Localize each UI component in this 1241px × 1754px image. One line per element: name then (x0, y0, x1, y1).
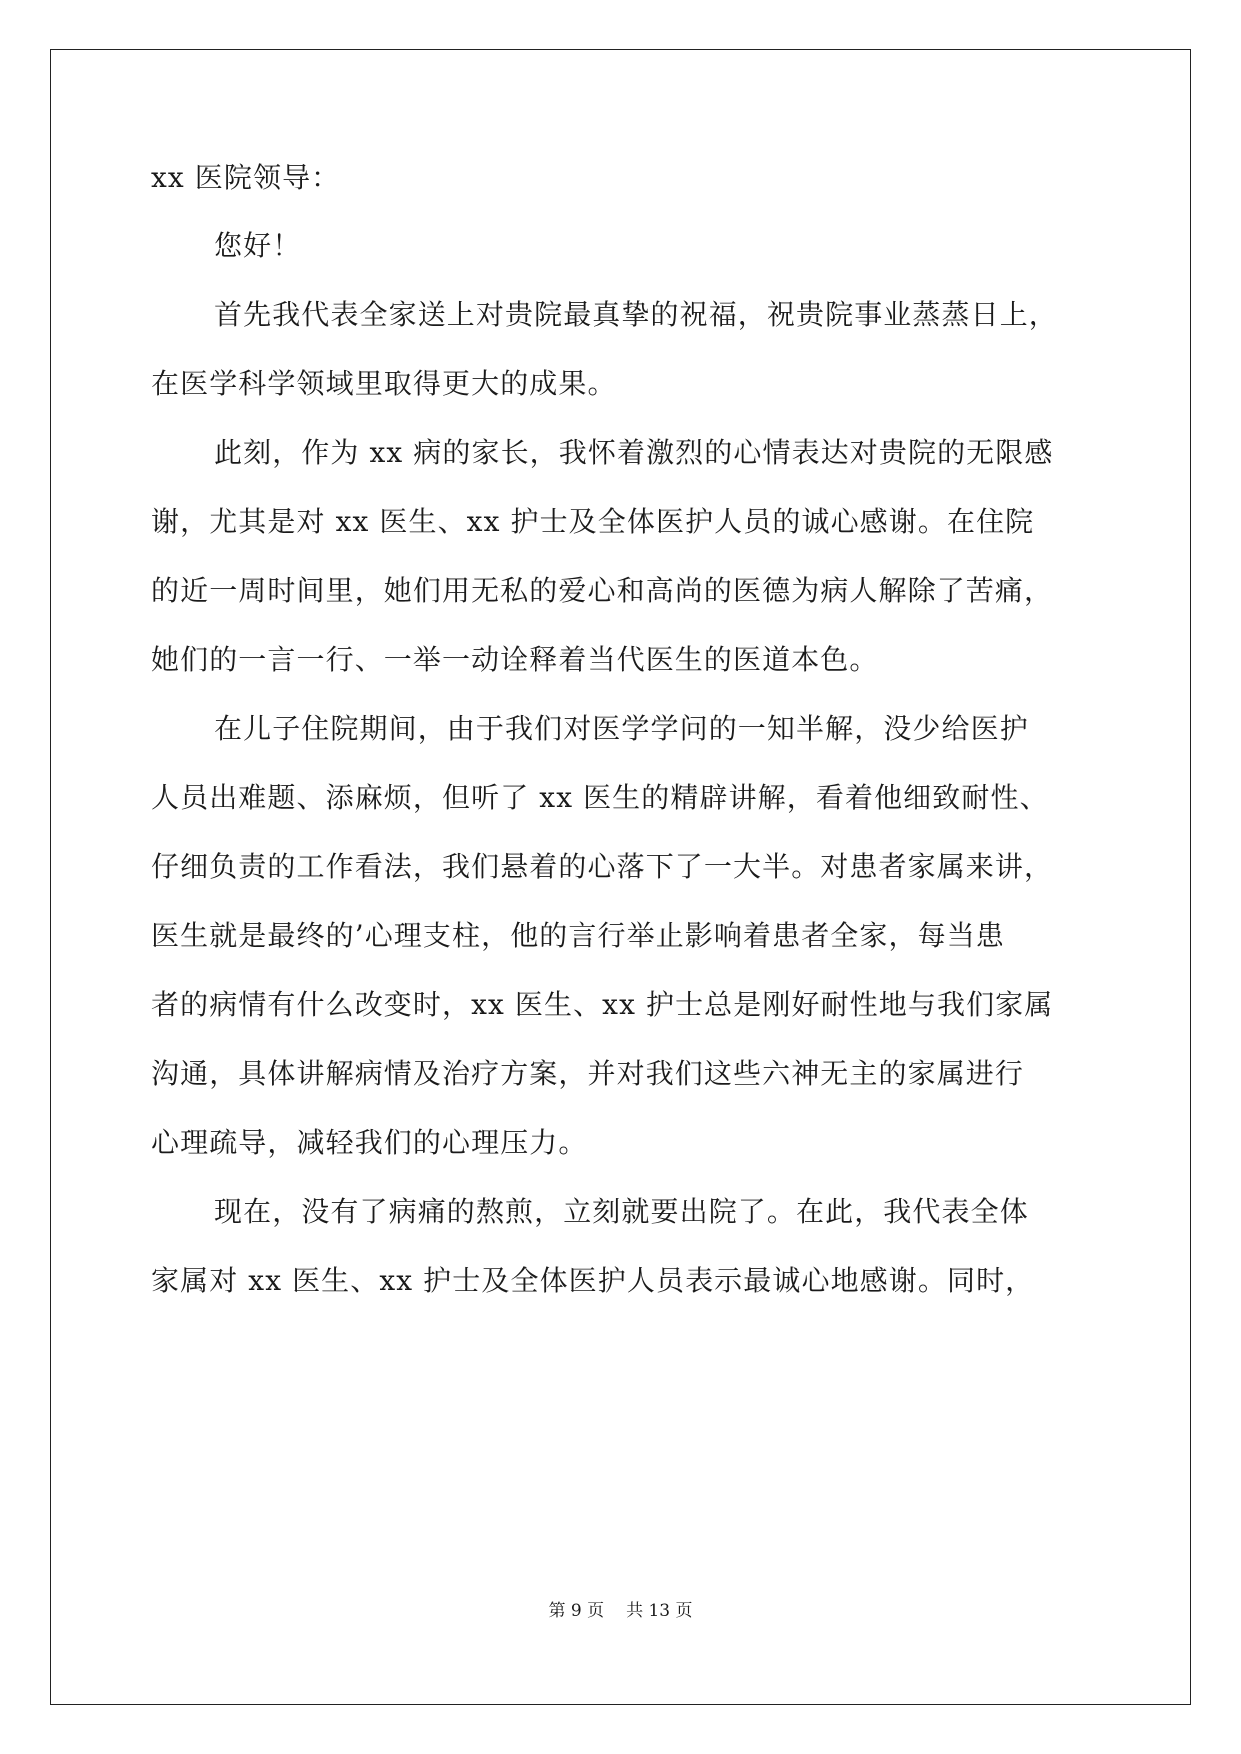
paragraph-line: 心理疏导，减轻我们的心理压力。 (151, 1126, 588, 1159)
paragraph-line: 此刻，作为 xx 病的家长，我怀着激烈的心情表达对贵院的无限感 (214, 436, 1054, 469)
paragraph-line: 人员出难题、添麻烦，但听了 xx 医生的精辟讲解，看着他细致耐性、 (151, 781, 1049, 814)
salutation: xx 医院领导： (151, 161, 341, 194)
paragraph-line: 在儿子住院期间，由于我们对医学学问的一知半解，没少给医护 (214, 712, 1029, 745)
paragraph-line: 医生就是最终的’心理支柱，他的言行举止影响着患者全家，每当患 (151, 919, 1005, 952)
page-total: 共 13 页 (626, 1601, 693, 1621)
paragraph-line: 沟通，具体讲解病情及治疗方案，并对我们这些六神无主的家属进行 (151, 1057, 1025, 1090)
paragraph-line: 现在，没有了病痛的熬煎，立刻就要出院了。在此，我代表全体 (214, 1195, 1029, 1228)
paragraph-line: 她们的一言一行、一举一动诠释着当代医生的医道本色。 (151, 643, 879, 676)
page-footer (0, 1599, 1241, 1623)
paragraph-line: 家属对 xx 医生、xx 护士及全体医护人员表示最诚心地感谢。同时， (151, 1264, 1035, 1297)
page-number: 第 9 页 (548, 1601, 605, 1621)
paragraph-line: 仔细负责的工作看法，我们悬着的心落下了一大半。对患者家属来讲， (151, 850, 1054, 883)
paragraph-line: 首先我代表全家送上对贵院最真挚的祝福，祝贵院事业蒸蒸日上， (214, 298, 1058, 331)
greeting: 您好！ (214, 229, 302, 262)
paragraph-line: 者的病情有什么改变时，xx 医生、xx 护士总是刚好耐性地与我们家属 (151, 988, 1054, 1021)
paragraph-line: 的近一周时间里，她们用无私的爱心和高尚的医德为病人解除了苦痛， (151, 574, 1054, 607)
paragraph-line: 谢，尤其是对 xx 医生、xx 护士及全体医护人员的诚心感谢。在住院 (151, 505, 1035, 538)
paragraph-line: 在医学科学领域里取得更大的成果。 (151, 367, 617, 400)
